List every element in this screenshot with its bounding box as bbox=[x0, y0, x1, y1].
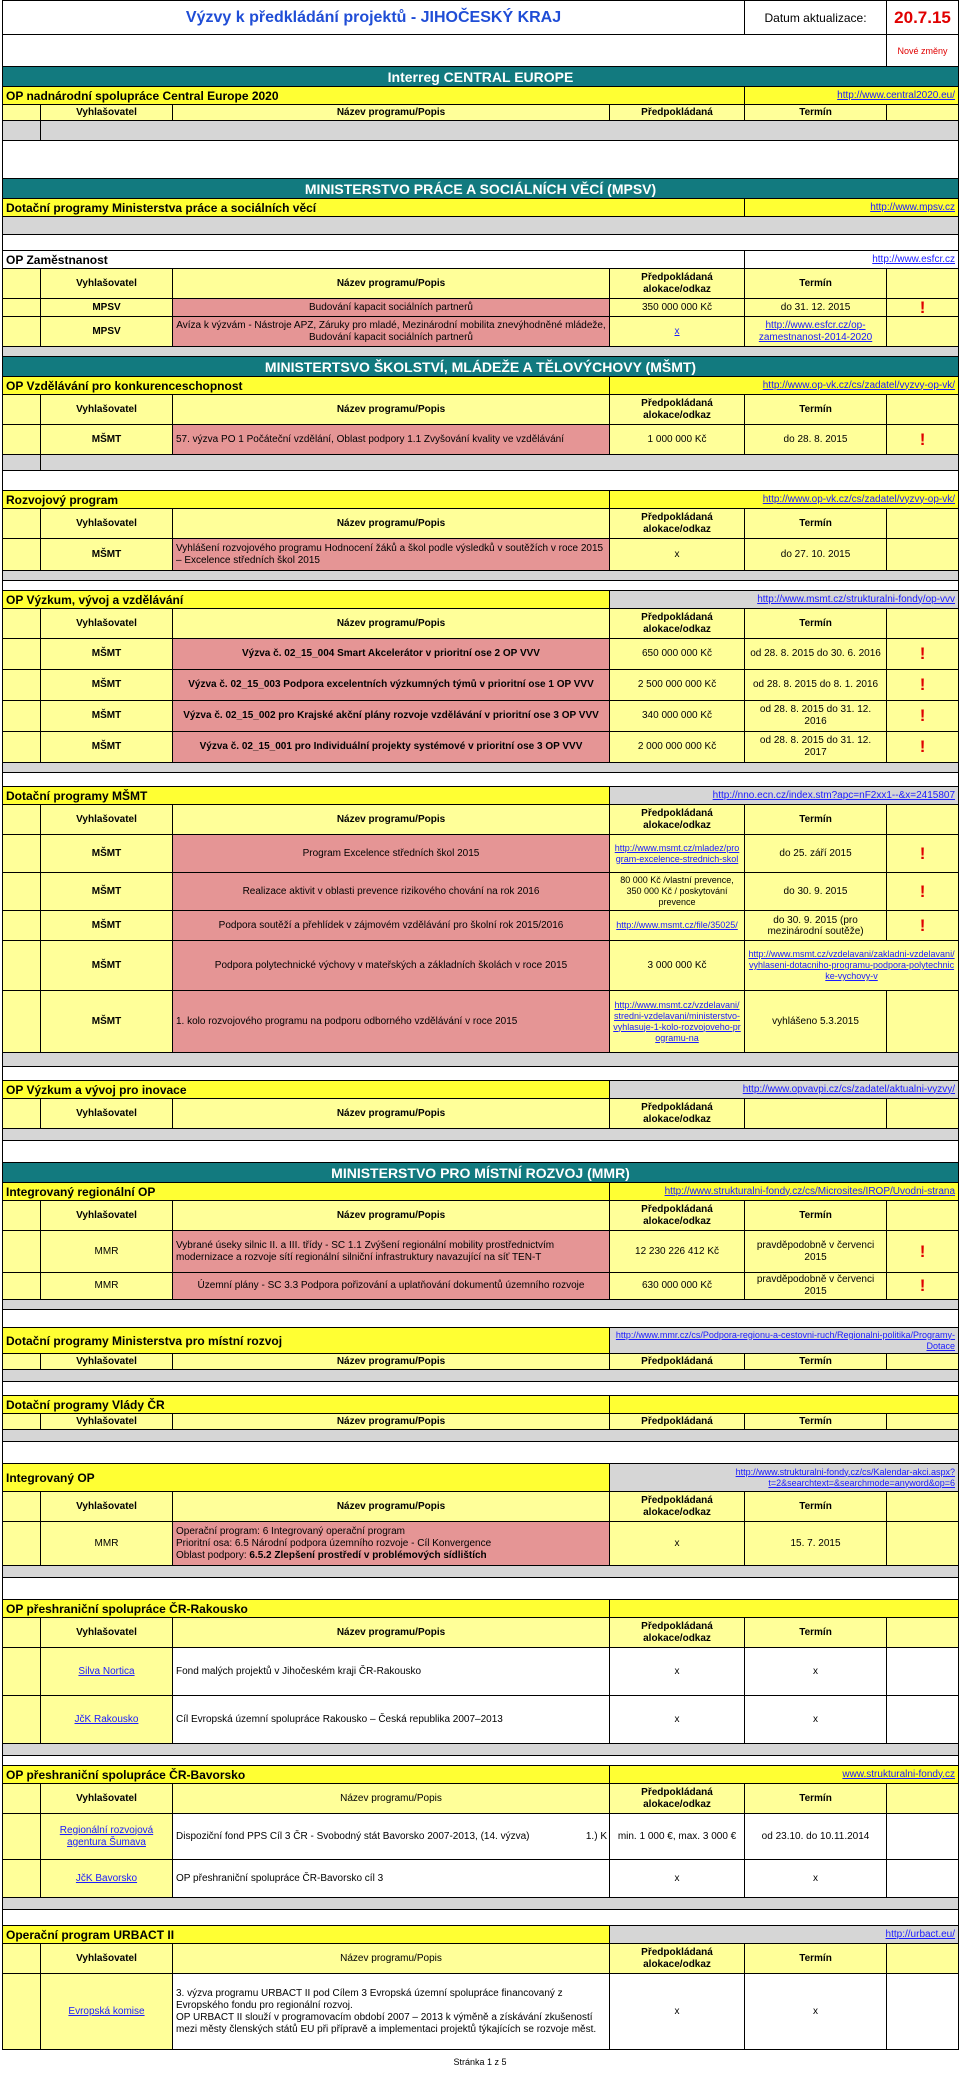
section-irop: Integrovaný regionální OP http://www.strukturalni-fondy.cz/cs/Microsites/IROP/Uvodni-strana bbox=[3, 1183, 959, 1201]
alert-icon: ! bbox=[887, 425, 959, 455]
table-row: MMR Vybrané úseky silnic II. a III. třídy - SC 1.1 Zvýšení regionální mobility prostřednictvím modernizace a rozvoje sítí regionální silniční infrastruktury navazující na síť TEN-T 12 230 226 412 Kč pravděpodobně v červenci 2015 ! bbox=[3, 1231, 959, 1273]
column-header: Vyhlašovatel Název programu/Popis Předpokládaná Termín bbox=[3, 105, 959, 121]
column-header: Vyhlašovatel Název programu/Popis Předpokládaná alokace/odkaz Termín bbox=[3, 1784, 959, 1814]
table-row: MŠMT Podpora soutěží a přehlídek v zájmovém vzdělávání pro školní rok 2015/2016 http://www.msmt.cz/file/35025/ do 30. 9. 2015 (pro mezinárodní soutěže) ! bbox=[3, 911, 959, 941]
link-strukturalni-fondy[interactable]: www.strukturalni-fondy.cz bbox=[610, 1766, 959, 1784]
section-vavpi: OP Výzkum a vývoj pro inovace http://www.opvavpi.cz/cs/zadatel/aktualni-vyzvy/ bbox=[3, 1081, 959, 1099]
link-op-zamestnanost[interactable]: http://www.esfcr.cz/op-zamestnanost-2014-2020 bbox=[745, 317, 887, 347]
alert-icon: ! bbox=[887, 732, 959, 763]
link-opvvv[interactable]: http://www.msmt.cz/strukturalni-fondy/op-vvv bbox=[610, 591, 959, 609]
table-row: Regionální rozvojová agentura Šumava Dispoziční fond PPS Cíl 3 ČR - Svobodný stát Bavorsko 2007-2013, (14. výzva) 1.) K min. 1 000 €, max. 3 000 € od 23.10. do 10.11.2014 bbox=[3, 1814, 959, 1860]
section-rozvojovy: Rozvojový program http://www.op-vk.cz/cs/zadatel/vyzvy-op-vk/ bbox=[3, 491, 959, 509]
column-header: Vyhlašovatel Název programu/Popis Předpokládaná alokace/odkaz bbox=[3, 1099, 959, 1129]
link-opvk[interactable]: http://www.op-vk.cz/cs/zadatel/vyzvy-op-vk/ bbox=[610, 377, 959, 395]
new-changes-label: Nové změny bbox=[887, 35, 959, 67]
table-row: MŠMT Výzva č. 02_15_002 pro Krajské akční plány rozvoje vzdělávání v prioritní ose 3 OP VVV 340 000 000 Kč od 28. 8. 2015 do 31. 12. 2016 ! bbox=[3, 701, 959, 732]
column-header: Vyhlašovatel Název programu/Popis Předpokládaná alokace/odkaz Termín bbox=[3, 1492, 959, 1522]
table-row: JčK Rakousko Cíl Evropská územní spolupráce Rakousko – Česká republika 2007–2013 x x bbox=[3, 1696, 959, 1744]
table-row: MŠMT Program Excelence středních škol 2015 http://www.msmt.cz/mladez/program-excelence-strednich-skol do 25. září 2015 ! bbox=[3, 835, 959, 873]
table-row: MŠMT Výzva č. 02_15_004 Smart Akcelerátor v prioritní ose 2 OP VVV 650 000 000 Kč od 28. 8. 2015 do 30. 6. 2016 ! bbox=[3, 639, 959, 670]
table-row: MMR Územní plány - SC 3.3 Podpora pořizování a uplatňování dokumentů územního rozvoje 630 000 000 Kč pravděpodobně v červenci 2015 ! bbox=[3, 1273, 959, 1300]
link-nno[interactable]: http://nno.ecn.cz/index.stm?apc=nF2xx1--&x=2415807 bbox=[610, 787, 959, 805]
column-header: Vyhlašovatel Název programu/Popis Předpokládaná Termín bbox=[3, 1414, 959, 1430]
link-silva-nortica[interactable]: Silva Nortica bbox=[41, 1648, 173, 1696]
column-header: Vyhlašovatel Název programu/Popis Předpokládaná alokace/odkaz Termín bbox=[3, 1201, 959, 1231]
link-iop[interactable]: http://www.strukturalni-fondy.cz/cs/Kalendar-akci.aspx?t=2&searchtext=&searchmode=anyword&op=6 bbox=[610, 1464, 959, 1492]
column-header: Vyhlašovatel Název programu/Popis Předpokládaná alokace/odkaz Termín bbox=[3, 269, 959, 299]
table-row: MŠMT Vyhlášení rozvojového programu Hodnocení žáků a škol podle výsledků v soutěžích v roce 2015 – Excelence středních škol 2015 x do 27. 10. 2015 bbox=[3, 539, 959, 571]
link-esfcr[interactable]: http://www.esfcr.cz bbox=[745, 251, 959, 269]
link-x[interactable]: x bbox=[610, 317, 745, 347]
table-row: Evropská komise 3. výzva programu URBACT II pod Cílem 3 Evropská územní spolupráce financovaný z Evropského fondu pro regionální rozvoj. OP URBACT II slouží v programovacím období 2007 – 2013 k výměně a získávání zkušeností mezi městy členských států EU při přípravě a implementaci projektů týkajících se rozvoje měst. x x bbox=[3, 1974, 959, 2050]
link-opvk-2[interactable]: http://www.op-vk.cz/cs/zadatel/vyzvy-op-vk/ bbox=[610, 491, 959, 509]
alert-icon: ! bbox=[887, 299, 959, 317]
title-row bbox=[3, 1, 959, 35]
link-urbact[interactable]: http://urbact.eu/ bbox=[610, 1926, 959, 1944]
link-file-35025[interactable]: http://www.msmt.cz/file/35025/ bbox=[610, 911, 745, 941]
alert-icon: ! bbox=[887, 639, 959, 670]
link-irop[interactable]: http://www.strukturalni-fondy.cz/cs/Microsites/IROP/Uvodni-strana bbox=[610, 1183, 959, 1201]
section-vlady: Dotační programy Vlády ČR bbox=[3, 1396, 959, 1414]
table-row: MŠMT 1. kolo rozvojového programu na podporu odborného vzdělávání v roce 2015 http://www.msmt.cz/vzdelavani/stredni-vzdelavani/ministerstvo-vyhlasuje-1-kolo-rozvojoveho-programu-na vyhlášeno 5.3.2015 bbox=[3, 991, 959, 1053]
section-mmr-dotace: Dotační programy Ministerstva pro místní rozvoj http://www.mmr.cz/cs/Podpora-regionu-a-cestovni-ruch/Regionalni-politika/Programy-Dotace bbox=[3, 1328, 959, 1354]
column-header: Vyhlašovatel Název programu/Popis Předpokládaná alokace/odkaz Termín bbox=[3, 805, 959, 835]
link-excelence[interactable]: http://www.msmt.cz/mladez/program-excelence-strednich-skol bbox=[610, 835, 745, 873]
table-row: MMR Operační program: 6 Integrovaný operační program Prioritní osa: 6.5 Národní podpora územního rozvoje - Cíl Konvergence Oblast podpory: 6.5.2 Zlepšení prostředí v problémových sídlištích x 15. 7. 2015 bbox=[3, 1522, 959, 1566]
section-opvk: OP Vzdělávání pro konkurenceschopnost http://www.op-vk.cz/cs/zadatel/vyzvy-op-vk/ bbox=[3, 377, 959, 395]
table-row: MPSV Budování kapacit sociálních partnerů 350 000 000 Kč do 31. 12. 2015 ! bbox=[3, 299, 959, 317]
link-evropska-komise[interactable]: Evropská komise bbox=[41, 1974, 173, 2050]
link-opvavpi[interactable]: http://www.opvavpi.cz/cs/zadatel/aktualni-vyzvy/ bbox=[610, 1081, 959, 1099]
alert-icon: ! bbox=[887, 1231, 959, 1273]
link-polytechnicke[interactable]: http://www.msmt.cz/vzdelavani/zakladni-vzdelavani/vyhlaseni-dotacniho-programu-podpora-polytechnicke-vychovy-v bbox=[745, 941, 959, 991]
link-mmr-dotace[interactable]: http://www.mmr.cz/cs/Podpora-regionu-a-cestovni-ruch/Regionalni-politika/Programy-Dotace bbox=[610, 1328, 959, 1354]
table-row: MŠMT Realizace aktivit v oblasti prevence rizikového chování na rok 2016 80 000 Kč /vlastní prevence, 350 000 Kč / poskytování prevence do 30. 9. 2015 ! bbox=[3, 873, 959, 911]
section-bavorsko: OP přeshraniční spolupráce ČR-Bavorsko www.strukturalni-fondy.cz bbox=[3, 1766, 959, 1784]
column-header: Vyhlašovatel Název programu/Popis Předpokládaná alokace/odkaz Termín bbox=[3, 1944, 959, 1974]
table-row: MŠMT Výzva č. 02_15_003 Podpora excelentních výzkumných týmů v prioritní ose 1 OP VVV 2 500 000 000 Kč od 28. 8. 2015 do 8. 1. 2016 ! bbox=[3, 670, 959, 701]
band-msmt: MINISTERTSVO ŠKOLSTVÍ, MLÁDEŽE A TĚLOVÝCHOVY (MŠMT) bbox=[3, 357, 959, 377]
band-mmr: MINISTERSTVO PRO MÍSTNÍ ROZVOJ (MMR) bbox=[3, 1163, 959, 1183]
page-title: Výzvy k předkládání projektů - JIHOČESKÝ KRAJ bbox=[3, 1, 745, 35]
update-date: 20.7.15 bbox=[894, 7, 951, 27]
link-central2020[interactable]: http://www.central2020.eu/ bbox=[745, 87, 959, 105]
section-central-europe: OP nadnárodní spolupráce Central Europe 2020 http://www.central2020.eu/ bbox=[3, 87, 959, 105]
column-header: Vyhlašovatel Název programu/Popis Předpokládaná alokace/odkaz Termín bbox=[3, 509, 959, 539]
column-header: Vyhlašovatel Název programu/Popis Předpokládaná alokace/odkaz Termín bbox=[3, 1618, 959, 1648]
alert-icon: ! bbox=[887, 1273, 959, 1300]
alert-icon: ! bbox=[887, 835, 959, 873]
section-rakousko: OP přeshraniční spolupráce ČR-Rakousko bbox=[3, 1600, 959, 1618]
section-op-zamestnanost: OP Zaměstnanost http://www.esfcr.cz bbox=[3, 251, 959, 269]
section-opvvv: OP Výzkum, vývoj a vzdělávání http://www.msmt.cz/strukturalni-fondy/op-vvv bbox=[3, 591, 959, 609]
table-row: MPSV Avíza k výzvám - Nástroje APZ, Záruky pro mladé, Mezinárodní mobilita znevýhodněné mládeže, Budování kapacit sociálních partnerů x http://www.esfcr.cz/op-zamestnanost-2014-2020 bbox=[3, 317, 959, 347]
calls-table bbox=[2, 0, 959, 2050]
alert-icon: ! bbox=[887, 701, 959, 732]
band-interreg: Interreg CENTRAL EUROPE bbox=[3, 67, 959, 87]
alert-icon: ! bbox=[887, 670, 959, 701]
date-label: Datum aktualizace: bbox=[745, 1, 887, 35]
section-iop: Integrovaný OP http://www.strukturalni-fondy.cz/cs/Kalendar-akci.aspx?t=2&searchtext=&searchmode=anyword&op=6 bbox=[3, 1464, 959, 1492]
link-odborne[interactable]: http://www.msmt.cz/vzdelavani/stredni-vzdelavani/ministerstvo-vyhlasuje-1-kolo-rozvojoveho-programu-na bbox=[610, 991, 745, 1053]
table-row: MŠMT Podpora polytechnické výchovy v mateřských a základních školách v roce 2015 3 000 000 Kč http://www.msmt.cz/vzdelavani/zakladni-vzdelavani/vyhlaseni-dotacniho-programu-podpora-polytechnicke-vychovy-v bbox=[3, 941, 959, 991]
section-urbact: Operační program URBACT II http://urbact.eu/ bbox=[3, 1926, 959, 1944]
page-number: Stránka 1 z 5 bbox=[453, 2057, 507, 2067]
link-mpsv[interactable]: http://www.mpsv.cz bbox=[745, 199, 959, 217]
link-jck-rakousko[interactable]: JčK Rakousko bbox=[41, 1696, 173, 1744]
band-mpsv: MINISTERSTVO PRÁCE A SOCIÁLNÍCH VĚCÍ (MPSV) bbox=[3, 179, 959, 199]
table-row: JčK Bavorsko OP přeshraniční spolupráce ČR-Bavorsko cíl 3 x x bbox=[3, 1860, 959, 1898]
link-jck-bavorsko[interactable]: JčK Bavorsko bbox=[41, 1860, 173, 1898]
table-row: MŠMT Výzva č. 02_15_001 pro Individuální projekty systémové v prioritní ose 3 OP VVV 2 000 000 000 Kč od 28. 8. 2015 do 31. 12. 2017 ! bbox=[3, 732, 959, 763]
table-row: Silva Nortica Fond malých projektů v Jihočeském kraji ČR-Rakousko x x bbox=[3, 1648, 959, 1696]
column-header: Vyhlašovatel Název programu/Popis Předpokládaná Termín bbox=[3, 1354, 959, 1370]
table-row: MŠMT 57. výzva PO 1 Počáteční vzdělání, Oblast podpory 1.1 Zvyšování kvality ve vzdělávání 1 000 000 Kč do 28. 8. 2015 ! bbox=[3, 425, 959, 455]
column-header: Vyhlašovatel Název programu/Popis Předpokládaná alokace/odkaz Termín bbox=[3, 395, 959, 425]
column-header: Vyhlašovatel Název programu/Popis Předpokládaná alokace/odkaz Termín bbox=[3, 609, 959, 639]
section-dotacni-msmt: Dotační programy MŠMT http://nno.ecn.cz/index.stm?apc=nF2xx1--&x=2415807 bbox=[3, 787, 959, 805]
link-rra-sumava[interactable]: Regionální rozvojová agentura Šumava bbox=[41, 1814, 173, 1860]
alert-icon: ! bbox=[887, 911, 959, 941]
alert-icon: ! bbox=[887, 873, 959, 911]
section-mpsv-dotacni: Dotační programy Ministerstva práce a sociálních věcí http://www.mpsv.cz bbox=[3, 199, 959, 217]
